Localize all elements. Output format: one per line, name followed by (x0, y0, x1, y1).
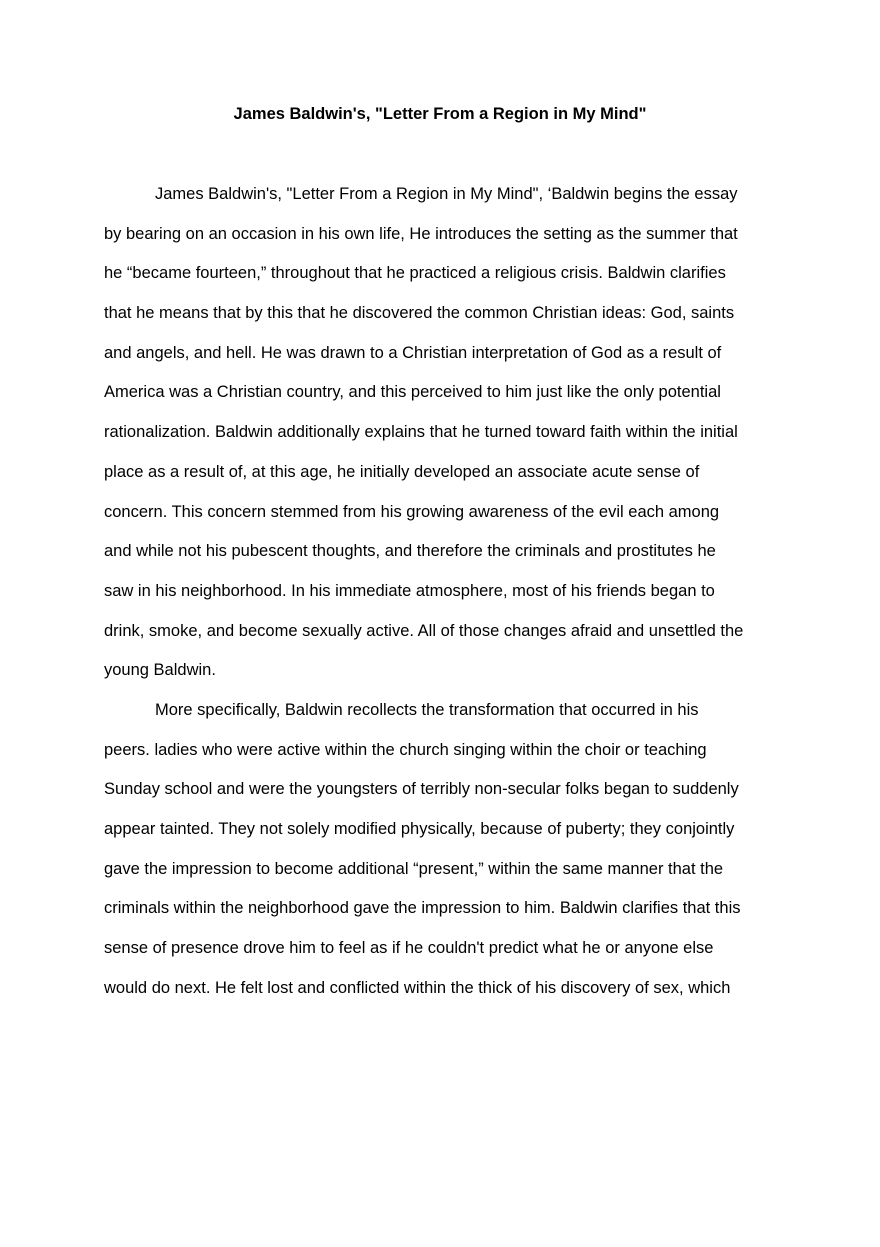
paragraph-2-line-4: appear tainted. They not solely modified physically, because of puberty; they conjointly (104, 820, 735, 838)
paragraph-1-line-3: he “became fourteen,” throughout that he practiced a religious crisis. Baldwin clarifies (104, 264, 726, 283)
paragraph-2-line-2: peers. ladies who were active within the church singing within the choir or teaching (104, 740, 707, 759)
paragraph-2-line-5: gave the impression to become additional “present,” within the same manner that the (104, 859, 724, 878)
paragraph-1-line-4: that he means that by this that he discovered the common Christian ideas: God, saints (104, 304, 735, 323)
paragraph-2-line-8: would do next. He felt lost and conflicted within the thick of his discovery of sex, which (104, 978, 731, 997)
paragraph-1-line-13: young Baldwin. (104, 661, 216, 680)
paragraph-1-line-8: place as a result of, at this age, he initially developed an associate acute sense of (104, 462, 700, 481)
paragraph-1-line-10: and while not his pubescent thoughts, and therefore the criminals and prostitutes he (104, 542, 716, 561)
paragraph-2-line-7: sense of presence drove him to feel as if he couldn't predict what he or anyone else (104, 939, 714, 958)
paragraph-2-line-6: criminals within the neighborhood gave the impression to him. Baldwin clarifies that this (104, 899, 741, 918)
paragraph-1-line-7: rationalization. Baldwin additionally explains that he turned toward faith within the initial (104, 423, 738, 442)
paragraph-1-line-9: concern. This concern stemmed from his growing awareness of the evil each among (104, 502, 720, 521)
paragraph-1-line-11: saw in his neighborhood. In his immediate atmosphere, most of his friends began to (104, 581, 715, 600)
paragraph-2-line-3: Sunday school and were the youngsters of terribly non-secular folks began to suddenly (104, 780, 739, 799)
essay-body (104, 183, 784, 1016)
paragraph-1-line-1: James Baldwin's, "Letter From a Region in My Mind", ‘Baldwin begins the essay (155, 185, 738, 203)
paragraph-1-line-5: and angels, and hell. He was drawn to a Christian interpretation of God as a result of (104, 343, 722, 362)
paragraph-1-line-12: drink, smoke, and become sexually active. All of those changes afraid and unsettled the (104, 621, 744, 640)
document-title: James Baldwin's, "Letter From a Region in My Mind" (233, 105, 647, 123)
paragraph-1-line-2: by bearing on an occasion in his own life, He introduces the setting as the summer that (104, 224, 738, 243)
paragraph-1-line-6: America was a Christian country, and this perceived to him just like the only potential (104, 383, 721, 402)
paragraph-2-line-1: More specifically, Baldwin recollects the transformation that occurred in his (155, 700, 699, 719)
